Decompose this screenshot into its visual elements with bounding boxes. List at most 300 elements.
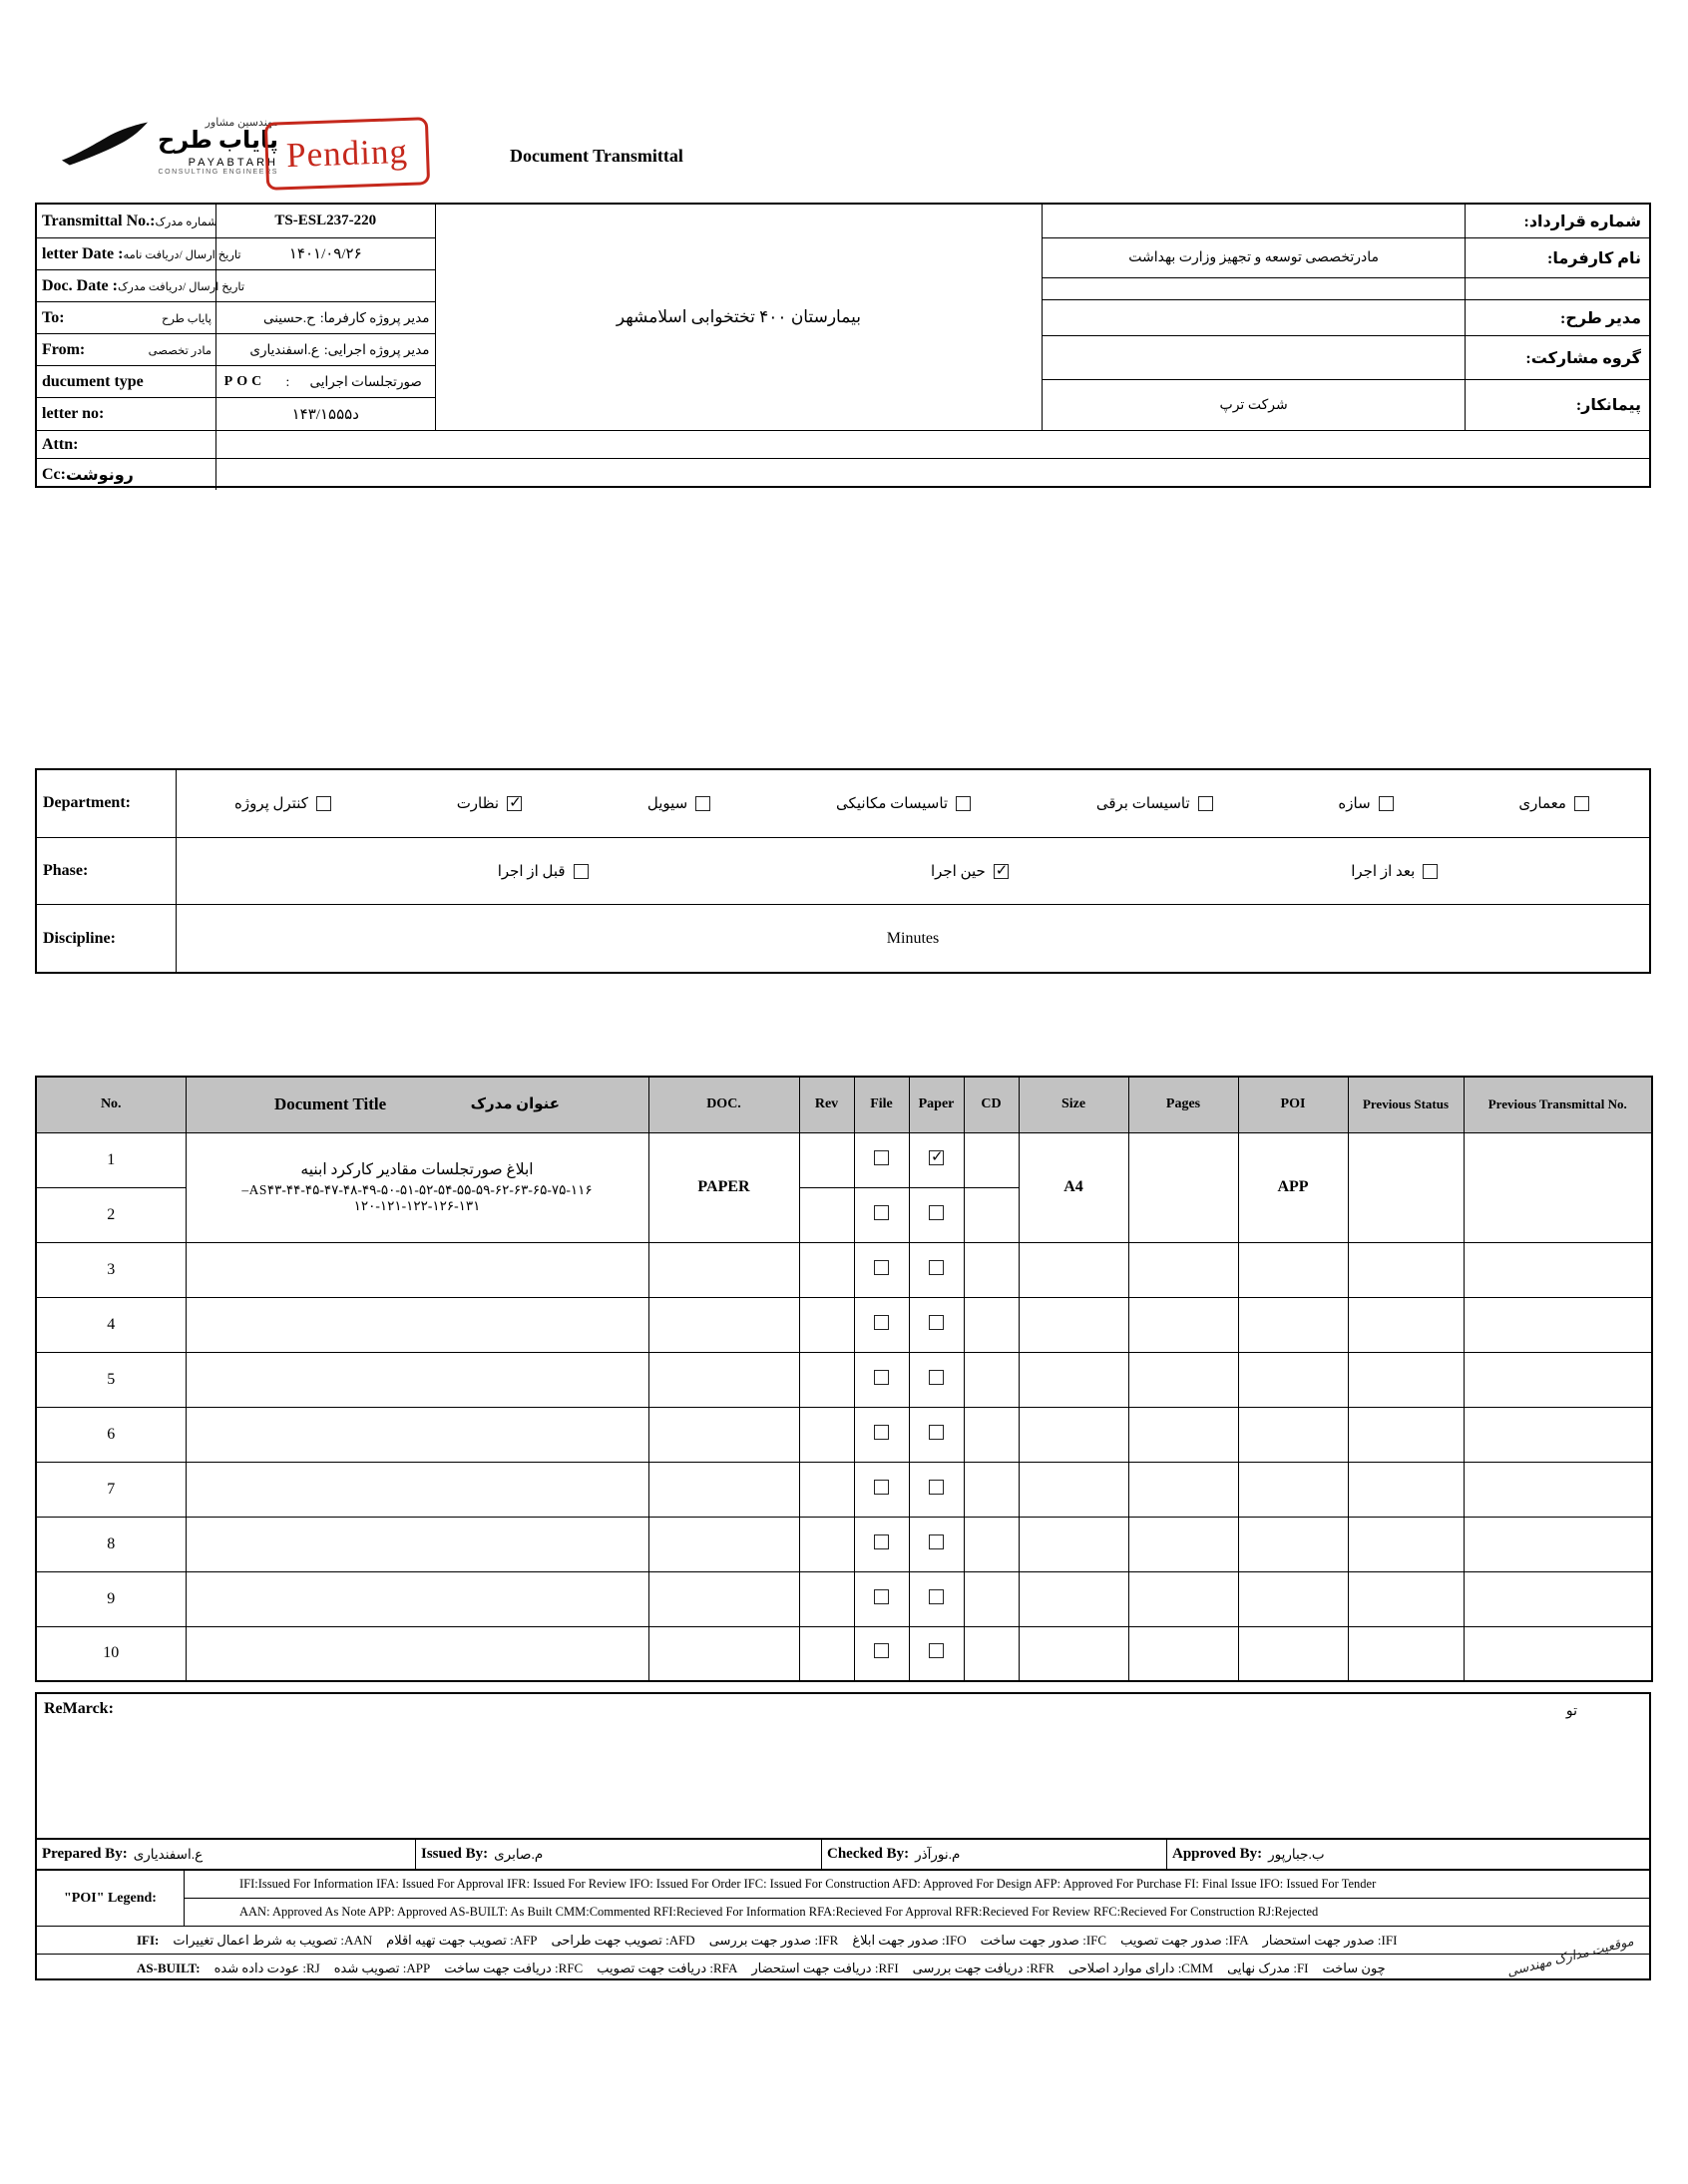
cc-value — [216, 459, 1649, 490]
poi-cell: APP — [1238, 1132, 1348, 1242]
doc-table-body — [36, 1132, 1652, 1681]
page-title: Document Transmittal — [510, 146, 683, 166]
from-row — [37, 334, 435, 366]
paper-cell — [909, 1571, 964, 1626]
paper-cell — [909, 1297, 964, 1352]
size-cell — [1019, 1297, 1128, 1352]
pages-cell — [1128, 1626, 1238, 1681]
pending-stamp: Pending — [264, 117, 430, 191]
header-cd: CD — [964, 1077, 1019, 1132]
phase-option-item — [498, 862, 589, 881]
prev-transmittal-cell — [1464, 1626, 1652, 1681]
contract-no-row — [1043, 205, 1649, 238]
prev-transmittal-cell — [1464, 1571, 1652, 1626]
phase-row — [37, 838, 1649, 906]
file-cell — [854, 1187, 909, 1242]
remark-box — [35, 1692, 1651, 1840]
rev-cell — [799, 1187, 854, 1242]
signature-value: م.صابری — [494, 1846, 544, 1862]
paper-cell — [909, 1352, 964, 1407]
blank-label — [1465, 278, 1649, 299]
client-label: نام کارفرما: — [1465, 238, 1649, 277]
contract-no-value — [1043, 205, 1465, 237]
size-cell — [1019, 1462, 1128, 1517]
paper-checkbox[interactable] — [929, 1315, 944, 1330]
cd-cell — [964, 1242, 1019, 1297]
size-cell — [1019, 1242, 1128, 1297]
department-option-label: کنترل پروژه — [234, 795, 308, 812]
file-checkbox[interactable] — [874, 1480, 889, 1495]
prev-transmittal-cell — [1464, 1297, 1652, 1352]
pages-cell — [1128, 1132, 1238, 1242]
document-title-cell — [186, 1462, 648, 1517]
document-type-cell — [216, 366, 435, 397]
poi-cell — [1238, 1517, 1348, 1571]
document-title-cell — [186, 1626, 648, 1681]
legend-item: تصویب شده :APP — [333, 1961, 431, 1975]
company-logo — [60, 116, 278, 176]
pages-cell — [1128, 1352, 1238, 1407]
cc-label-fa: رونوشت — [65, 466, 134, 484]
cd-cell — [964, 1517, 1019, 1571]
department-options — [177, 770, 1649, 837]
department-row — [37, 770, 1649, 838]
header-file: File — [854, 1077, 909, 1132]
prev-status-cell — [1348, 1517, 1464, 1571]
poi-cell — [1238, 1571, 1348, 1626]
row-no-cell: 1 — [36, 1132, 186, 1187]
transmittal-no-row — [37, 205, 435, 238]
department-option-item — [234, 794, 331, 813]
prev-status-cell — [1348, 1407, 1464, 1462]
attn-label: Attn: — [37, 431, 216, 458]
file-checkbox[interactable] — [874, 1589, 889, 1604]
file-cell — [854, 1571, 909, 1626]
paper-cell — [909, 1132, 964, 1187]
row-no-cell: 3 — [36, 1242, 186, 1297]
client-value: مادرتخصصی توسعه و تجهیز وزارت بهداشت — [1128, 250, 1380, 265]
file-cell — [854, 1242, 909, 1297]
doc-format-cell — [648, 1626, 799, 1681]
doc-format-cell — [648, 1571, 799, 1626]
signature-value: م.نورآذر — [915, 1846, 961, 1862]
row-no-cell: 9 — [36, 1571, 186, 1626]
department-option-checkbox[interactable] — [695, 796, 710, 811]
document-table — [35, 1076, 1653, 1682]
doc-format-cell: PAPER — [648, 1132, 799, 1242]
department-option-checkbox[interactable] — [956, 796, 971, 811]
client-pm-value: ح.حسینی — [262, 309, 315, 325]
document-title-cell — [186, 1352, 648, 1407]
signature-value: ب.جبارپور — [1268, 1846, 1325, 1862]
project-name: بیمارستان ۴۰۰ تختخوابی اسلامشهر — [616, 307, 861, 326]
logo-text — [158, 116, 278, 176]
file-checkbox[interactable] — [874, 1315, 889, 1330]
department-option-checkbox[interactable] — [1574, 796, 1589, 811]
cd-cell — [964, 1407, 1019, 1462]
rev-cell — [799, 1626, 854, 1681]
paper-cell — [909, 1407, 964, 1462]
file-cell — [854, 1352, 909, 1407]
size-cell — [1019, 1571, 1128, 1626]
doc-date-label-fa: تاریخ ارسال /دریافت مدرک — [117, 280, 245, 293]
letter-date-label-fa: تاریخ ارسال /دریافت نامه — [123, 248, 241, 261]
letter-no-label: letter no: — [42, 405, 105, 422]
file-cell — [854, 1626, 909, 1681]
department-option-item — [1518, 794, 1589, 813]
paper-checkbox[interactable] — [929, 1589, 944, 1604]
legend-item: تصویب جهت طراحی :AFD — [551, 1932, 695, 1948]
pages-cell — [1128, 1297, 1238, 1352]
rev-cell — [799, 1571, 854, 1626]
phase-option-label: قبل از اجرا — [497, 863, 566, 880]
rev-cell — [799, 1407, 854, 1462]
letter-date-row — [37, 238, 435, 270]
paper-cell — [909, 1187, 964, 1242]
legend-item: صدور جهت تصویب :IFA — [1120, 1932, 1249, 1948]
rev-cell — [799, 1132, 854, 1187]
phase-label: Phase: — [37, 838, 177, 905]
signature-label: Issued By: — [421, 1846, 489, 1862]
pages-cell — [1128, 1517, 1238, 1571]
phase-option-label: بعد از اجرا — [1351, 863, 1416, 880]
signature-label: Checked By: — [827, 1846, 910, 1862]
paper-cell — [909, 1517, 964, 1571]
doc-table-row — [36, 1407, 1652, 1462]
legend-item: صدور جهت بررسی :IFR — [708, 1932, 839, 1948]
doc-format-cell — [648, 1297, 799, 1352]
department-option-item — [836, 794, 971, 813]
poi-cell — [1238, 1242, 1348, 1297]
legend-item: IFI: — [137, 1932, 160, 1948]
document-title-cell — [186, 1407, 648, 1462]
header-rev: Rev — [799, 1077, 854, 1132]
cd-cell — [964, 1626, 1019, 1681]
document-title-cell — [186, 1297, 648, 1352]
info-left-block — [37, 205, 435, 430]
prev-status-cell — [1348, 1132, 1464, 1242]
legend-row-fa-2 — [37, 1955, 1649, 1982]
row-no-cell: 10 — [36, 1626, 186, 1681]
legend-item: دریافت جهت استحضار :RFI — [751, 1961, 899, 1975]
attn-value — [216, 431, 1649, 458]
file-checkbox[interactable] — [874, 1643, 889, 1658]
document-title-cell — [186, 1571, 648, 1626]
doc-table-row — [36, 1517, 1652, 1571]
prev-transmittal-cell — [1464, 1517, 1652, 1571]
header-previous-transmittal: Previous Transmittal No. — [1464, 1077, 1652, 1132]
executive-pm-cell — [216, 334, 435, 365]
paper-cell — [909, 1462, 964, 1517]
header-doc: DOC. — [648, 1077, 799, 1132]
file-cell — [854, 1297, 909, 1352]
prev-status-cell — [1348, 1352, 1464, 1407]
prev-status-cell — [1348, 1242, 1464, 1297]
executive-pm-label: مدیر پروژه اجرایی: — [323, 341, 430, 357]
prev-status-cell — [1348, 1626, 1464, 1681]
design-manager-value — [1043, 300, 1465, 335]
paper-checkbox[interactable] — [929, 1480, 944, 1495]
paper-checkbox[interactable] — [929, 1425, 944, 1440]
legend-item: دریافت جهت تصویب :RFA — [597, 1961, 738, 1975]
transmittal-no-label-fa: شماره مدرک — [155, 216, 217, 228]
info-table — [35, 203, 1651, 488]
header-no: No. — [36, 1077, 186, 1132]
legend-item: AS-BUILT: — [137, 1961, 201, 1975]
header-document-title-fa: عنوان مدرک — [470, 1095, 561, 1112]
legend-item: صدور جهت ابلاغ :IFO — [852, 1932, 967, 1948]
pages-cell — [1128, 1407, 1238, 1462]
from-value-fa: مادر تخصصی — [148, 344, 211, 357]
info-right-block — [1043, 205, 1649, 430]
from-label: From: — [42, 340, 86, 358]
signature-label: Approved By: — [1172, 1846, 1263, 1862]
client-row — [1043, 238, 1649, 278]
file-checkbox[interactable] — [874, 1205, 889, 1220]
contractor-value: شرکت ترپ — [1219, 397, 1288, 413]
transmittal-no-value: TS-ESL237-220 — [274, 213, 377, 228]
paper-checkbox[interactable] — [929, 1205, 944, 1220]
department-option-label: معماری — [1518, 795, 1566, 812]
legend-side-label: موقعیت مدارک مهندسی — [1504, 1933, 1635, 1979]
header-pages: Pages — [1128, 1077, 1238, 1132]
paper-cell — [909, 1242, 964, 1297]
document-title-cell — [186, 1517, 648, 1571]
row-no-cell: 7 — [36, 1462, 186, 1517]
logo-brand-fa: پایاب طرح — [158, 128, 278, 154]
file-checkbox[interactable] — [874, 1425, 889, 1440]
cd-cell — [964, 1297, 1019, 1352]
legend-item: دریافت جهت بررسی :RFR — [912, 1961, 1055, 1975]
header-paper: Paper — [909, 1077, 964, 1132]
file-cell — [854, 1462, 909, 1517]
contractor-label: پیمانکار: — [1465, 380, 1649, 430]
rev-cell — [799, 1297, 854, 1352]
poi-legend — [35, 1869, 1651, 1980]
legend-item: چون ساخت — [1322, 1961, 1386, 1975]
legend-item: صدور جهت استحضار :IFI — [1262, 1932, 1398, 1948]
cc-label — [37, 459, 216, 490]
to-row — [37, 302, 435, 334]
department-option-checkbox[interactable] — [316, 796, 331, 811]
department-option-checkbox[interactable] — [1379, 796, 1394, 811]
header-previous-status: Previous Status — [1348, 1077, 1464, 1132]
prev-transmittal-cell — [1464, 1352, 1652, 1407]
doc-table-row — [36, 1462, 1652, 1517]
size-cell — [1019, 1626, 1128, 1681]
cd-cell — [964, 1571, 1019, 1626]
executive-pm-value: ع.اسفندیاری — [249, 341, 319, 357]
prev-status-cell — [1348, 1297, 1464, 1352]
doc-format-cell — [648, 1462, 799, 1517]
department-option-label: سازه — [1338, 795, 1371, 812]
partnership-label: گروه مشارکت: — [1465, 336, 1649, 379]
header-size: Size — [1019, 1077, 1128, 1132]
partnership-value — [1043, 336, 1465, 379]
department-option-label: سیویل — [646, 795, 688, 812]
phase-option-item — [1351, 862, 1438, 881]
paper-cell — [909, 1626, 964, 1681]
prev-status-cell — [1348, 1571, 1464, 1626]
document-table-section — [35, 1076, 1651, 1682]
cd-cell — [964, 1462, 1019, 1517]
document-title-cell: ابلاغ صورتجلسات مقادیر کارکرد ابنیه –AS۴۳-۴۴-۴۵-۴۷-۴۸-۴۹-۵۰-۵۱-۵۲-۵۴-۵۵-۵۹-۶۲-۶۳-۶۵-۷۵-۱۱۶ ۱۲۰-۱۲۱-۱۲۲-۱۲۶-۱۳۱ — [186, 1132, 648, 1242]
project-name-cell — [435, 205, 1044, 430]
file-cell — [854, 1132, 909, 1187]
doc-table-row — [36, 1297, 1652, 1352]
document-type-row — [37, 366, 435, 398]
partnership-row — [1043, 336, 1649, 380]
logo-swoosh-icon — [60, 121, 150, 172]
doc-date-label: Doc. Date : — [42, 276, 118, 294]
blank-value — [1043, 278, 1465, 299]
department-option-label: تاسیسات مکانیکی — [836, 795, 949, 812]
letter-no-value: ۱۴۳/۱۵۵۵د — [291, 406, 359, 423]
attn-row — [37, 430, 1649, 458]
phase-option-checkbox[interactable] — [1423, 864, 1438, 879]
file-checkbox[interactable] — [874, 1150, 889, 1165]
prev-transmittal-cell — [1464, 1242, 1652, 1297]
legend-row-en-2: AAN: Approved As Note APP: Approved AS-BUILT: As Built CMM:Commented RFI:Recieved For Information RFA:Recieved For Approval RFR:Recieved For Review RFC:Recieved For Construction RJ:Rejected — [239, 1905, 1319, 1919]
cc-row — [37, 458, 1649, 490]
department-option-checkbox[interactable] — [507, 796, 522, 811]
document-type-colon: : — [285, 373, 290, 389]
transmittal-no-label: Transmittal No.: — [42, 212, 156, 229]
phase-option-item — [931, 862, 1009, 881]
size-cell: A4 — [1019, 1132, 1128, 1242]
contractor-row — [1043, 380, 1649, 430]
row-no-cell: 4 — [36, 1297, 186, 1352]
poi-cell — [1238, 1352, 1348, 1407]
legend-row-fa-1 — [37, 1927, 1649, 1955]
row-no-cell: 5 — [36, 1352, 186, 1407]
pages-cell — [1128, 1242, 1238, 1297]
phase-options — [177, 838, 1649, 905]
poi-cell — [1238, 1626, 1348, 1681]
department-option-checkbox[interactable] — [1198, 796, 1213, 811]
phase-option-label: حین اجرا — [930, 863, 986, 880]
paper-checkbox[interactable] — [929, 1260, 944, 1275]
cc-label-en: Cc: — [42, 465, 66, 483]
signature-cell — [37, 1840, 416, 1869]
legend-item: تصویب جهت تهیه اقلام :AFP — [386, 1932, 538, 1948]
row-no-cell: 6 — [36, 1407, 186, 1462]
document-type-fa: صورتجلسات اجرایی — [309, 373, 422, 389]
letter-date-value: ۱۴۰۱/۰۹/۲۶ — [288, 246, 362, 262]
doc-date-value — [216, 270, 435, 301]
doc-format-cell — [648, 1517, 799, 1571]
client-pm-cell — [216, 302, 435, 333]
cd-cell — [964, 1352, 1019, 1407]
contract-no-label: شماره قرارداد: — [1465, 205, 1649, 237]
paper-checkbox[interactable] — [929, 1150, 944, 1165]
legend-item: عودت داده شده :RJ — [213, 1961, 320, 1975]
legend-title: "POI" Legend: — [37, 1871, 185, 1926]
legend-item: تصویب به شرط اعمال تغییرات :AAN — [173, 1932, 373, 1948]
discipline-row — [37, 905, 1649, 972]
file-cell — [854, 1407, 909, 1462]
header-document-title-en: Document Title — [273, 1094, 387, 1114]
department-option-item — [1096, 794, 1213, 813]
phase-option-checkbox[interactable] — [994, 864, 1009, 879]
department-option-item — [647, 794, 710, 813]
signature-label: Prepared By: — [42, 1846, 128, 1862]
document-title-cell — [186, 1242, 648, 1297]
cd-cell — [964, 1132, 1019, 1187]
pages-cell — [1128, 1571, 1238, 1626]
pages-cell — [1128, 1462, 1238, 1517]
doc-format-cell — [648, 1242, 799, 1297]
classification-table — [35, 768, 1651, 974]
doc-format-cell — [648, 1407, 799, 1462]
poi-cell — [1238, 1297, 1348, 1352]
header-document-title — [186, 1077, 648, 1132]
legend-row-en-1: IFI:Issued For Information IFA: Issued For Approval IFR: Issued For Review IFO: Issued For Order IFC: Issued For Construction AFD: Approved For Design AFP: Approved For Purchase FI: Final Issue IFO: Issued For Tender — [185, 1871, 1649, 1899]
paper-checkbox[interactable] — [929, 1534, 944, 1549]
file-checkbox[interactable] — [874, 1370, 889, 1385]
client-pm-label: مدیر پروژه کارفرما: — [319, 309, 430, 325]
cd-cell — [964, 1187, 1019, 1242]
size-cell — [1019, 1352, 1128, 1407]
document-table-header — [36, 1077, 1652, 1132]
discipline-label: Discipline: — [37, 905, 177, 972]
letter-date-label: letter Date : — [42, 244, 124, 262]
prev-status-cell — [1348, 1462, 1464, 1517]
doc-format-cell — [648, 1352, 799, 1407]
department-option-item — [1338, 794, 1393, 813]
department-label: Department: — [37, 770, 177, 837]
legend-item: صدور جهت ساخت :IFC — [980, 1932, 1107, 1948]
paper-checkbox[interactable] — [929, 1643, 944, 1658]
signature-value: ع.اسفندیاری — [133, 1846, 204, 1862]
doc-table-row — [36, 1242, 1652, 1297]
signature-row — [35, 1838, 1651, 1871]
design-manager-row — [1043, 300, 1649, 336]
size-cell — [1019, 1407, 1128, 1462]
row-no-cell: 8 — [36, 1517, 186, 1571]
prev-transmittal-cell — [1464, 1407, 1652, 1462]
department-option-label: تاسیسات برقی — [1095, 795, 1190, 812]
prev-transmittal-cell — [1464, 1462, 1652, 1517]
document-type-code: POC — [223, 373, 266, 389]
poi-cell — [1238, 1407, 1348, 1462]
rev-cell — [799, 1517, 854, 1571]
discipline-value: Minutes — [886, 929, 940, 947]
poi-cell — [1238, 1462, 1348, 1517]
to-label: To: — [42, 308, 65, 326]
doc-table-row — [36, 1626, 1652, 1681]
file-checkbox[interactable] — [874, 1260, 889, 1275]
phase-option-checkbox[interactable] — [574, 864, 589, 879]
rev-cell — [799, 1352, 854, 1407]
header-poi: POI — [1238, 1077, 1348, 1132]
doc-table-row — [36, 1352, 1652, 1407]
paper-checkbox[interactable] — [929, 1370, 944, 1385]
prev-transmittal-cell — [1464, 1132, 1652, 1242]
logo-brand-sub: CONSULTING ENGINEERS — [158, 169, 278, 177]
blank-row — [1043, 278, 1649, 300]
remark-label: ReMarck: — [44, 1700, 114, 1717]
rev-cell — [799, 1242, 854, 1297]
document-type-label: ducument type — [42, 372, 144, 390]
department-option-item — [457, 794, 522, 813]
logo-brand-en: PAYABTARH — [188, 157, 278, 170]
department-option-label: نظارت — [456, 795, 500, 812]
signature-cell — [822, 1840, 1167, 1869]
file-checkbox[interactable] — [874, 1534, 889, 1549]
signature-cell — [1167, 1840, 1653, 1869]
legend-item: مدرک نهایی :FI — [1227, 1961, 1309, 1975]
